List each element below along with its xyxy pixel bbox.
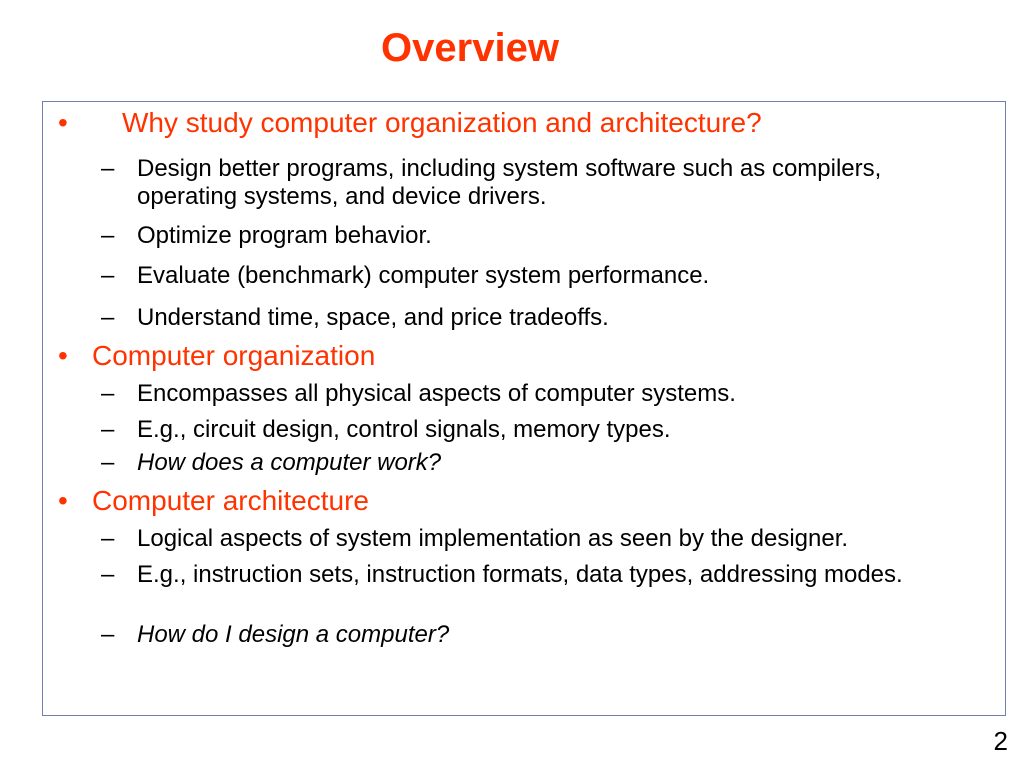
sub-item-text: Optimize program behavior. bbox=[137, 222, 432, 249]
slide-title: Overview bbox=[381, 26, 559, 70]
sub-item-text: Logical aspects of system implementation as seen by the designer. bbox=[137, 525, 849, 552]
dash-marker: – bbox=[101, 222, 115, 249]
bullet-marker: • bbox=[58, 107, 68, 138]
dash-marker: – bbox=[101, 262, 115, 289]
sub-item-text: Design better programs, including system software such as compilers, operating systems, and device drivers. bbox=[137, 155, 882, 210]
page-number: 2 bbox=[993, 726, 1008, 756]
sub-item-text: How does a computer work? bbox=[137, 449, 442, 476]
bullet-text: Why study computer organization and architecture? bbox=[122, 107, 762, 138]
dash-marker: – bbox=[101, 155, 115, 182]
dash-marker: – bbox=[101, 416, 115, 443]
sub-item-text: Understand time, space, and price tradeoffs. bbox=[137, 304, 609, 331]
bullet-text: Computer architecture bbox=[92, 485, 370, 516]
dash-marker: – bbox=[101, 525, 115, 552]
dash-marker: – bbox=[101, 561, 115, 588]
bullet-marker: • bbox=[58, 340, 68, 371]
sub-item-text: E.g., circuit design, control signals, memory types. bbox=[137, 416, 671, 443]
dash-marker: – bbox=[101, 449, 115, 476]
sub-item-text: E.g., instruction sets, instruction formats, data types, addressing modes. bbox=[137, 561, 903, 588]
bullet-marker: • bbox=[58, 485, 68, 516]
sub-item-text: How do I design a computer? bbox=[137, 621, 450, 648]
bullet-text: Computer organization bbox=[92, 340, 376, 371]
dash-marker: – bbox=[101, 304, 115, 331]
dash-marker: – bbox=[101, 621, 115, 648]
sub-item-text: Evaluate (benchmark) computer system performance. bbox=[137, 262, 710, 289]
dash-marker: – bbox=[101, 380, 115, 407]
sub-item-text: Encompasses all physical aspects of computer systems. bbox=[137, 380, 736, 407]
